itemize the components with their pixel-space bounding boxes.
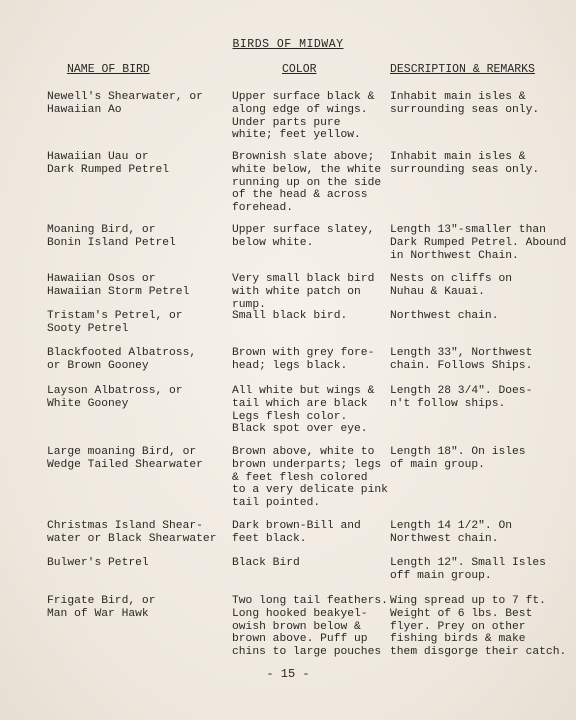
bird-name: Bulwer's Petrel bbox=[47, 557, 149, 569]
bird-name: Newell's Shearwater, or Hawaiian Ao bbox=[47, 91, 203, 116]
column-header-description: DESCRIPTION & REMARKS bbox=[390, 63, 535, 76]
bird-name: Moaning Bird, or Bonin Island Petrel bbox=[47, 224, 176, 249]
bird-color: Black Bird bbox=[232, 557, 300, 569]
bird-description: Wing spread up to 7 ft. Weight of 6 lbs. Best flyer. Prey on other fishing birds & make them disgorge their catch. bbox=[390, 595, 567, 659]
bird-color: Very small black bird with white patch on rump. bbox=[232, 273, 375, 311]
bird-description: Inhabit main isles & surrounding seas only. bbox=[390, 91, 540, 116]
bird-description: Length 12". Small Isles off main group. bbox=[390, 557, 546, 582]
bird-name: Hawaiian Osos or Hawaiian Storm Petrel bbox=[47, 273, 190, 298]
bird-color: Dark brown-Bill and feet black. bbox=[232, 520, 361, 545]
bird-color: Upper surface black & along edge of wings. Under parts pure white; feet yellow. bbox=[232, 91, 375, 142]
bird-description: Inhabit main isles & surrounding seas only. bbox=[390, 151, 540, 176]
bird-description: Length 28 3/4". Does- n't follow ships. bbox=[390, 385, 533, 410]
bird-name: Large moaning Bird, or Wedge Tailed Shearwater bbox=[47, 446, 203, 471]
column-header-name: NAME OF BIRD bbox=[67, 63, 150, 76]
bird-name: Blackfooted Albatross, or Brown Gooney bbox=[47, 347, 197, 372]
bird-description: Length 13"-smaller than Dark Rumped Petrel. Abound in Northwest Chain. bbox=[390, 224, 567, 262]
bird-description: Nests on cliffs on Nuhau & Kauai. bbox=[390, 273, 513, 298]
bird-description: Northwest chain. bbox=[390, 310, 499, 322]
bird-color: Brown above, white to brown underparts; legs & feet flesh colored to a very delicate pink tail pointed. bbox=[232, 446, 388, 510]
page-number: - 15 - bbox=[266, 667, 310, 681]
bird-color: Two long tail feathers. Long hooked beakyel- owish brown below & brown above. Puff up chins to large pouches bbox=[232, 595, 388, 659]
bird-name: Frigate Bird, or Man of War Hawk bbox=[47, 595, 156, 620]
column-header-color: COLOR bbox=[282, 63, 317, 76]
bird-color: Brownish slate above; white below, the white running up on the side of the head & across forehead. bbox=[232, 151, 382, 215]
page-title: BIRDS OF MIDWAY bbox=[232, 38, 344, 51]
bird-name: Hawaiian Uau or Dark Rumped Petrel bbox=[47, 151, 170, 176]
bird-description: Length 18". On isles of main group. bbox=[390, 446, 526, 471]
bird-color: Brown with grey fore- head; legs black. bbox=[232, 347, 375, 372]
bird-color: All white but wings & tail which are black Legs flesh color. Black spot over eye. bbox=[232, 385, 375, 436]
bird-color: Small black bird. bbox=[232, 310, 348, 322]
bird-description: Length 33", Northwest chain. Follows Ships. bbox=[390, 347, 533, 372]
bird-description: Length 14 1/2". On Northwest chain. bbox=[390, 520, 513, 545]
bird-name: Layson Albatross, or White Gooney bbox=[47, 385, 183, 410]
bird-name: Christmas Island Shear- water or Black Shearwater bbox=[47, 520, 217, 545]
bird-name: Tristam's Petrel, or Sooty Petrel bbox=[47, 310, 183, 335]
bird-color: Upper surface slatey, below white. bbox=[232, 224, 375, 249]
